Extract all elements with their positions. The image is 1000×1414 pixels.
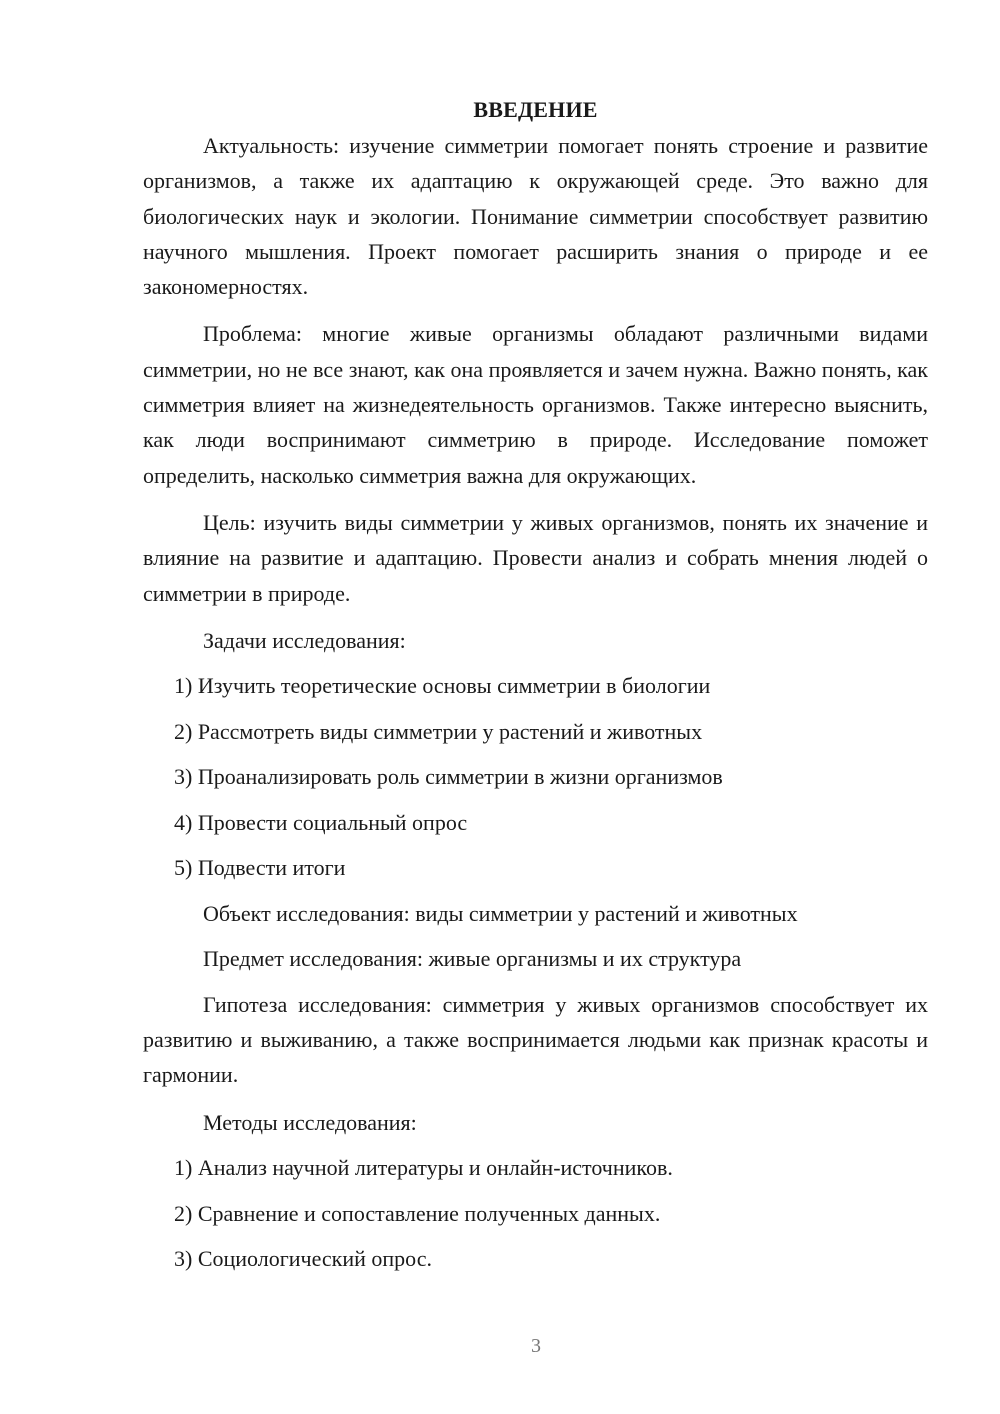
task-item: 5) Подвести итоги xyxy=(174,855,346,881)
hypothesis-paragraph: Гипотеза исследования: симметрия у живых организмов способствует их развитию и выживанию, а также воспринимается людьми как признак красоты и гармонии. xyxy=(143,991,928,1088)
goal-paragraph: Цель: изучить виды симметрии у живых организмов, понять их значение и влияние на развитие и адаптацию. Провести анализ и собрать мнения людей о симметрии в природе. xyxy=(143,509,928,606)
subject-line: Предмет исследования: живые организмы и их структура xyxy=(203,946,742,972)
task-item: 3) Проанализировать роль симметрии в жизни организмов xyxy=(174,764,723,790)
problem-paragraph: Проблема: многие живые организмы обладают различными видами симметрии, но не все знают, как она проявляется и зачем нужна. Важно понять, как симметрия влияет на жизнедеятельность организмов. Также интересно выяснить, как люди воспринимают симметрию в природе. Исследование поможет определить, насколько симметрия важна для окружающих. xyxy=(143,321,928,488)
relevance-paragraph: Актуальность: изучение симметрии помогает понять строение и развитие организмов, а также их адаптацию к окружающей среде. Это важно для биологических наук и экологии. Понимание симметрии способствует развитию научного мышления. Проект помогает расширить знания о природе и ее закономерностях. xyxy=(143,133,928,300)
tasks-title: Задачи исследования: xyxy=(203,627,406,653)
document-page xyxy=(143,92,928,1287)
methods-title: Методы исследования: xyxy=(203,1109,417,1135)
page-number: 3 xyxy=(531,1335,541,1357)
method-item: 1) Анализ научной литературы и онлайн-источников. xyxy=(174,1155,673,1181)
object-line: Объект исследования: виды симметрии у растений и животных xyxy=(203,900,798,926)
method-item: 2) Сравнение и сопоставление полученных данных. xyxy=(174,1200,661,1226)
task-item: 4) Провести социальный опрос xyxy=(174,809,468,835)
method-item: 3) Социологический опрос. xyxy=(174,1246,432,1272)
task-item: 2) Рассмотреть виды симметрии у растений и животных xyxy=(174,718,703,744)
task-item: 1) Изучить теоретические основы симметрии в биологии xyxy=(174,673,711,699)
section-heading: ВВЕДЕНИЕ xyxy=(473,97,598,122)
